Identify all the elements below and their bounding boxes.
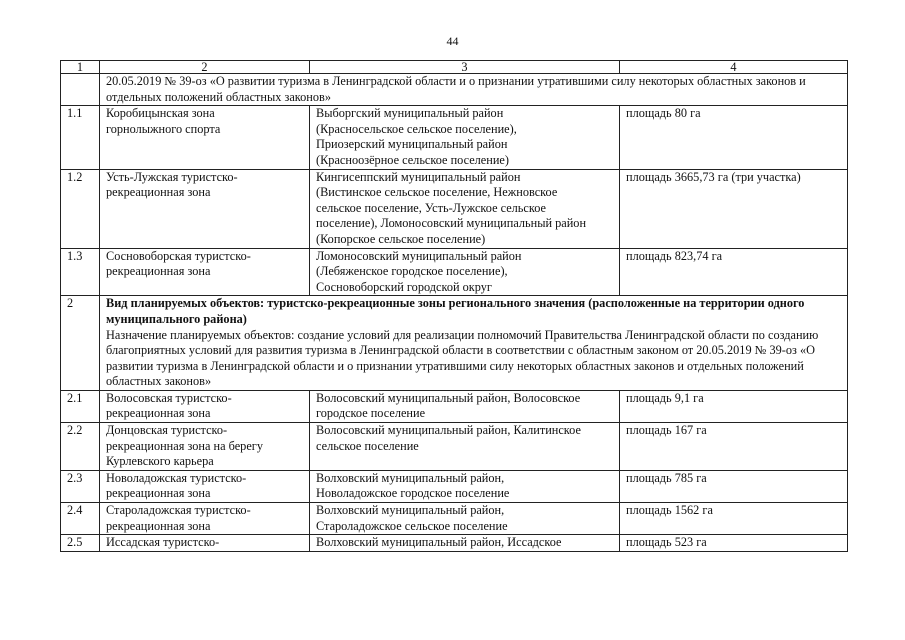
column-header: 3 bbox=[310, 61, 620, 74]
table-row bbox=[61, 169, 848, 248]
table-row bbox=[61, 248, 848, 296]
zone-name: Усть-Лужская туристско- рекреационная зона bbox=[100, 169, 310, 248]
zone-name: Коробицынская зона горнолыжного спорта bbox=[100, 106, 310, 169]
table-row bbox=[61, 470, 848, 502]
zone-location: Выборгский муниципальный район (Красносельское сельское поселение), Приозерский муниципальный район (Красноозёрное сельское поселение) bbox=[310, 106, 620, 169]
zone-location: Кингисеппский муниципальный район (Вистинское сельское поселение, Нежновское сельское поселение, Усть-Лужское сельское поселение), Ломоносовский муниципальный район (Копорское сельское поселение) bbox=[310, 169, 620, 248]
row-number: 2.1 bbox=[61, 390, 100, 422]
zone-area: площадь 823,74 га bbox=[620, 248, 848, 296]
zone-location: Волосовский муниципальный район, Волосовское городское поселение bbox=[310, 390, 620, 422]
zone-location: Волховский муниципальный район, Староладожское сельское поселение bbox=[310, 503, 620, 535]
row-number: 2.3 bbox=[61, 470, 100, 502]
row-number: 1.2 bbox=[61, 169, 100, 248]
zone-name: Новоладожская туристско- рекреационная зона bbox=[100, 470, 310, 502]
table-row bbox=[61, 423, 848, 471]
table-row bbox=[61, 535, 848, 552]
row-number: 2.2 bbox=[61, 423, 100, 471]
row-number: 2.5 bbox=[61, 535, 100, 552]
zone-name: Донцовская туристско- рекреационная зона на берегу Курлевского карьера bbox=[100, 423, 310, 471]
zone-location: Волховский муниципальный район, Новоладожское городское поселение bbox=[310, 470, 620, 502]
column-header: 2 bbox=[100, 61, 310, 74]
zone-area: площадь 80 га bbox=[620, 106, 848, 169]
table-header-row bbox=[61, 61, 848, 74]
zones-table bbox=[60, 60, 848, 552]
zone-area: площадь 167 га bbox=[620, 423, 848, 471]
section-row bbox=[61, 296, 848, 391]
table-row bbox=[61, 390, 848, 422]
section-purpose: Назначение планируемых объектов: создание условий для реализации полномочий Правительства Ленинградской области по созданию благоприятных условий для развития туризма в Ленинградской области в соответствии с областным законом от 20.05.2019 № 39-оз «О развитии туризма в Ленинградской области и о признании утратившими силу некоторых областных законов и отдельных положений областных законов» bbox=[106, 327, 819, 389]
zone-location: Ломоносовский муниципальный район (Лебяженское городское поселение), Сосновоборский городской округ bbox=[310, 248, 620, 296]
intro-text: 20.05.2019 № 39-оз «О развитии туризма в Ленинградской области и о признании утратившими силу некоторых областных законов и отдельных положений областных законов» bbox=[100, 74, 848, 106]
row-number-cell bbox=[61, 74, 100, 106]
table-row bbox=[61, 503, 848, 535]
zone-area: площадь 9,1 га bbox=[620, 390, 848, 422]
zone-name: Иссадская туристско- bbox=[100, 535, 310, 552]
zone-area: площадь 785 га bbox=[620, 470, 848, 502]
zone-name: Сосновоборская туристско- рекреационная зона bbox=[100, 248, 310, 296]
zone-area: площадь 1562 га bbox=[620, 503, 848, 535]
section-title: Вид планируемых объектов: туристско-рекреационные зоны регионального значения (расположенные на территории одного муниципального района) bbox=[106, 296, 805, 326]
page-number: 44 bbox=[446, 34, 459, 48]
zone-location: Волосовский муниципальный район, Калитинское сельское поселение bbox=[310, 423, 620, 471]
zone-area: площадь 3665,73 га (три участка) bbox=[620, 169, 848, 248]
zone-area: площадь 523 га bbox=[620, 535, 848, 552]
section-cell bbox=[100, 296, 848, 391]
table-row bbox=[61, 106, 848, 169]
row-number: 1.1 bbox=[61, 106, 100, 169]
zone-location: Волховский муниципальный район, Иссадское bbox=[310, 535, 620, 552]
row-number: 2.4 bbox=[61, 503, 100, 535]
section-number: 2 bbox=[61, 296, 100, 391]
column-header: 1 bbox=[61, 61, 100, 74]
column-header: 4 bbox=[620, 61, 848, 74]
intro-row bbox=[61, 74, 848, 106]
zone-name: Волосовская туристско- рекреационная зона bbox=[100, 390, 310, 422]
row-number: 1.3 bbox=[61, 248, 100, 296]
zone-name: Староладожская туристско- рекреационная зона bbox=[100, 503, 310, 535]
